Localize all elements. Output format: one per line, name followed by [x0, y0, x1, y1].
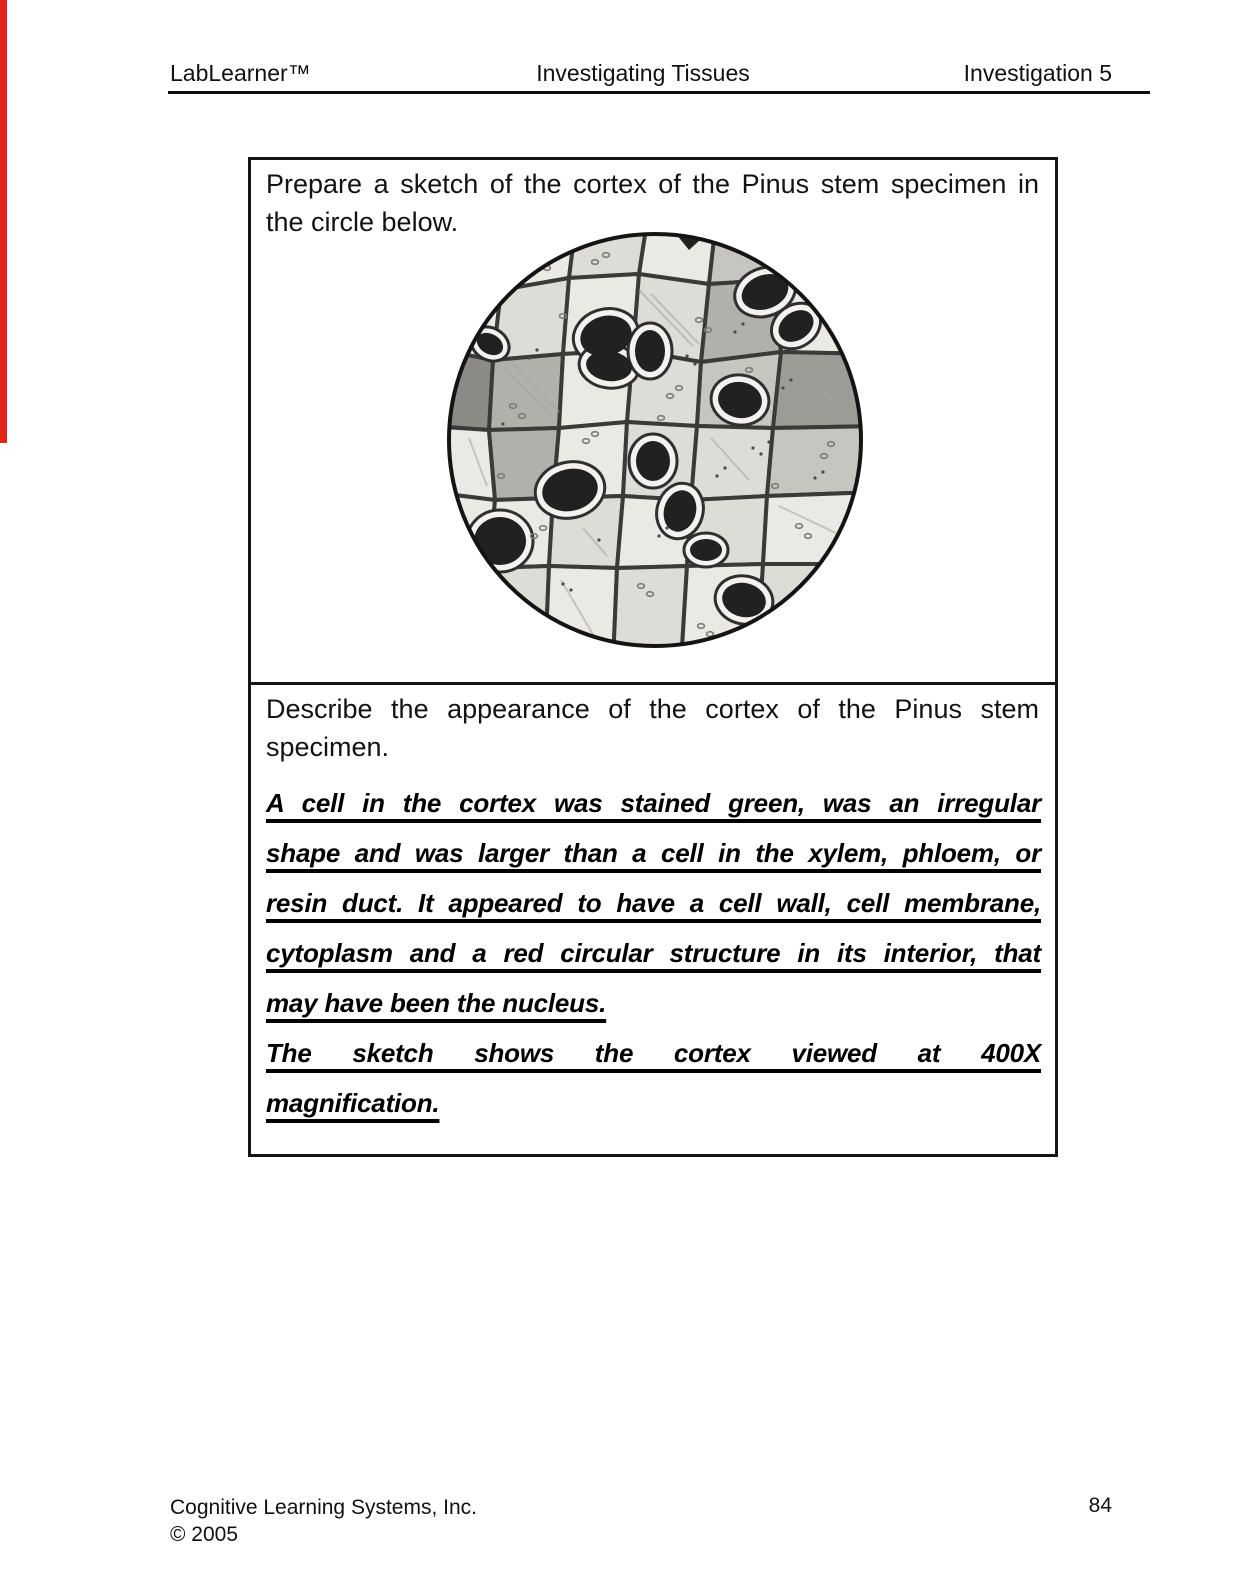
sketch-row: [251, 160, 1055, 682]
header-section: Investigation 5: [963, 60, 1112, 86]
scan-edge-artifact: [0, 0, 7, 443]
header-product: LabLearner™: [170, 60, 311, 86]
answer-line: magnification.: [266, 1088, 440, 1118]
header-title: Investigating Tissues: [536, 60, 750, 86]
answer-line: shape and was larger than a cell in the xylem, phloem, or: [266, 838, 1041, 868]
cortex-cells-drawing: [443, 228, 867, 652]
answer-line: resin duct. It appeared to have a cell wall, cell membrane,: [266, 888, 1041, 918]
footer-company: Cognitive Learning Systems, Inc.: [170, 1496, 477, 1519]
answer-line: cytoplasm and a red circular structure in its interior, that: [266, 938, 1041, 968]
worksheet-table: [248, 157, 1058, 1157]
page-number: 84: [1088, 1494, 1112, 1517]
answer-line: may have been the nucleus.: [266, 988, 607, 1018]
student-answer: [266, 778, 1041, 1128]
describe-prompt: [251, 685, 1055, 766]
header-rule: [168, 91, 1150, 94]
sketch-prompt-line: Prepare a sketch of the cortex of the Pinus stem specimen in: [266, 169, 1039, 199]
sketch-prompt-line: the circle below.: [266, 207, 459, 237]
answer-line: The sketch shows the cortex viewed at 400X: [266, 1038, 1041, 1068]
describe-prompt-line: Describe the appearance of the cortex of the Pinus stem: [266, 694, 1039, 724]
footer-copyright: © 2005: [170, 1523, 239, 1546]
describe-row: [251, 682, 1055, 1151]
footer-company-block: [170, 1494, 477, 1548]
answer-line: A cell in the cortex was stained green, was an irregular: [266, 788, 1041, 818]
microscope-field-sketch: [443, 228, 867, 652]
describe-prompt-line: specimen.: [266, 732, 390, 762]
specimen-sketch: [443, 228, 867, 652]
